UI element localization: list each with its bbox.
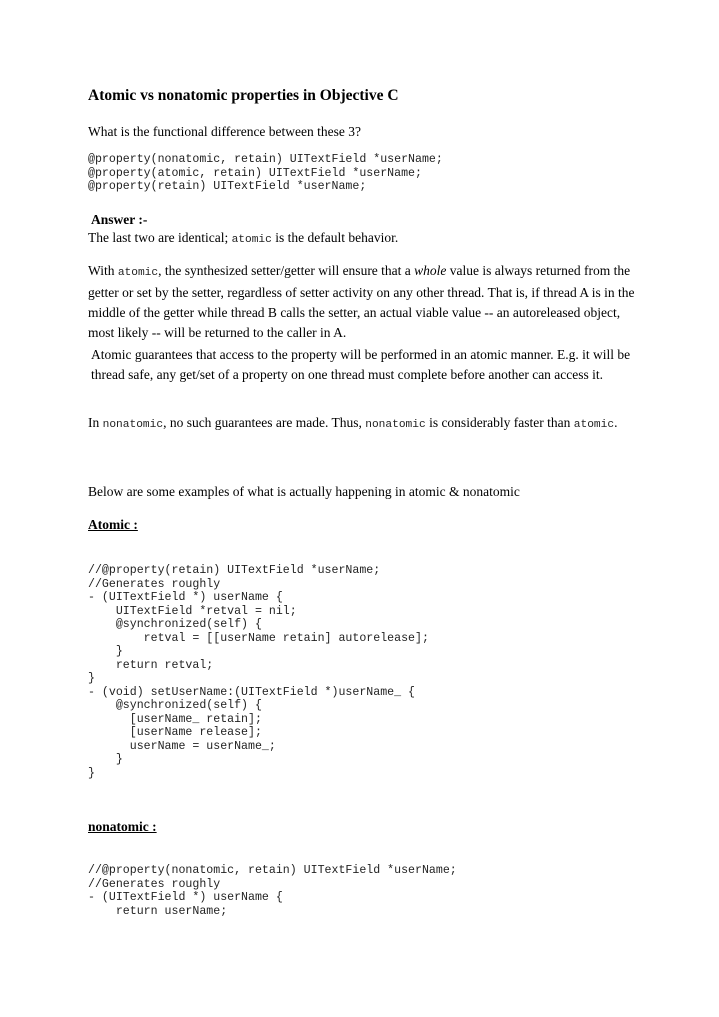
paragraph-atomic-explanation: With atomic, the synthesized setter/getter will ensure that a whole value is always returned from the getter or set by the setter, regardless of setter activity on any other thread. That is, if thread A is in the middle of the getter while thread B calls the setter, an actual viable value -- an autoreleased object, most likely -- will be returned to the caller in A.: [88, 263, 635, 340]
declaration-line: @property(nonatomic, retain) UITextField *userName;: [88, 153, 443, 166]
paragraph-atomic-guarantee: Atomic guarantees that access to the property will be performed in an atomic manner. E.g. it will be thread safe, any get/set of a property on one thread must complete before another can access it.: [91, 347, 631, 382]
answer-heading: Answer :-: [91, 212, 148, 227]
declaration-line: @property(atomic, retain) UITextField *userName;: [88, 166, 422, 180]
atomic-code-block: //@property(retain) UITextField *userName; //Generates roughly - (UITextField *) userName { UITextField *retval = nil; @synchronized(self) { retval = [[userName retain] autorelease]; } return retval; } - (void) setUserName:(UITextField *)userName_ { @synchronized(self) { [userName_ retain]; [userName release]; userName = userName_; } }: [88, 564, 429, 780]
paragraph-examples-intro: Below are some examples of what is actually happening in atomic & nonatomic: [88, 484, 520, 499]
declaration-line: @property(retain) UITextField *userName;: [88, 180, 367, 193]
paragraph-nonatomic: In nonatomic, no such guarantees are made. Thus, nonatomic is considerably faster than atomic.: [88, 415, 618, 431]
nonatomic-code-block: //@property(nonatomic, retain) UITextField *userName; //Generates roughly - (UITextField *) userName { return userName;: [88, 864, 457, 918]
nonatomic-heading: nonatomic :: [88, 819, 157, 834]
declarations-block: [88, 153, 443, 194]
paragraph-default-behavior: The last two are identical; atomic is the default behavior.: [88, 230, 399, 246]
atomic-heading: Atomic :: [88, 517, 138, 532]
question-text: What is the functional difference between these 3?: [88, 124, 362, 139]
document-title: Atomic vs nonatomic properties in Objective C: [88, 87, 399, 104]
